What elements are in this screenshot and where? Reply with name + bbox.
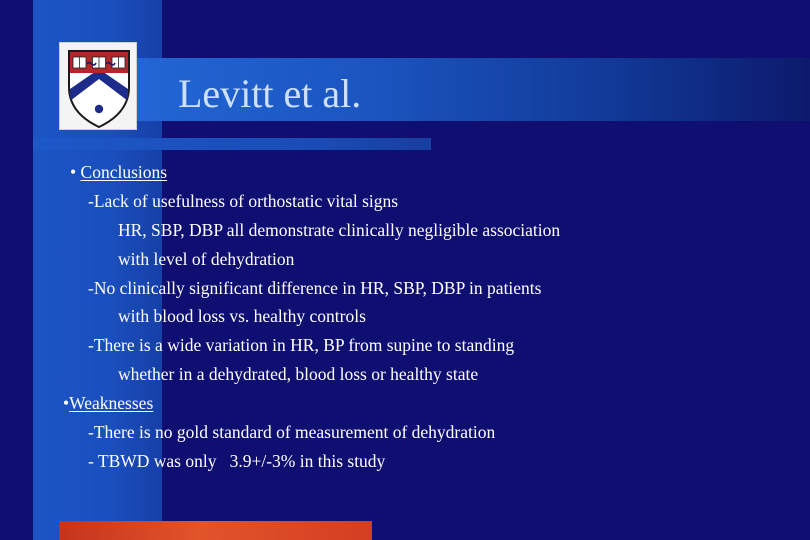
body-line: -Lack of usefulness of orthostatic vital signs bbox=[88, 190, 399, 211]
body-line: -No clinically significant difference in HR, SBP, DBP in patients bbox=[88, 277, 542, 298]
university-logo bbox=[59, 42, 137, 130]
bullet: • bbox=[70, 162, 77, 182]
body-line: HR, SBP, DBP all demonstrate clinically negligible association bbox=[118, 219, 561, 240]
body-line: whether in a dehydrated, blood loss or healthy state bbox=[118, 364, 479, 385]
title-underline-bar bbox=[33, 138, 431, 150]
body-line: with blood loss vs. healthy controls bbox=[118, 306, 366, 327]
slide-body bbox=[63, 158, 786, 476]
body-line: - TBWD was only 3.9+/-3% in this study bbox=[88, 450, 386, 471]
weaknesses-heading-line bbox=[63, 389, 786, 418]
body-line: with level of dehydration bbox=[118, 248, 295, 269]
conclusions-heading: Conclusions bbox=[80, 162, 168, 182]
body-line: -There is no gold standard of measurement of dehydration bbox=[88, 422, 496, 443]
bullet: • bbox=[63, 393, 70, 414]
body-line: -There is a wide variation in HR, BP from supine to standing bbox=[88, 335, 515, 356]
shield-icon bbox=[60, 43, 138, 131]
weaknesses-heading: Weaknesses bbox=[69, 393, 154, 414]
slide-title: Levitt et al. bbox=[178, 71, 362, 116]
bottom-accent-bar bbox=[59, 521, 372, 540]
conclusions-heading-line bbox=[66, 158, 786, 187]
